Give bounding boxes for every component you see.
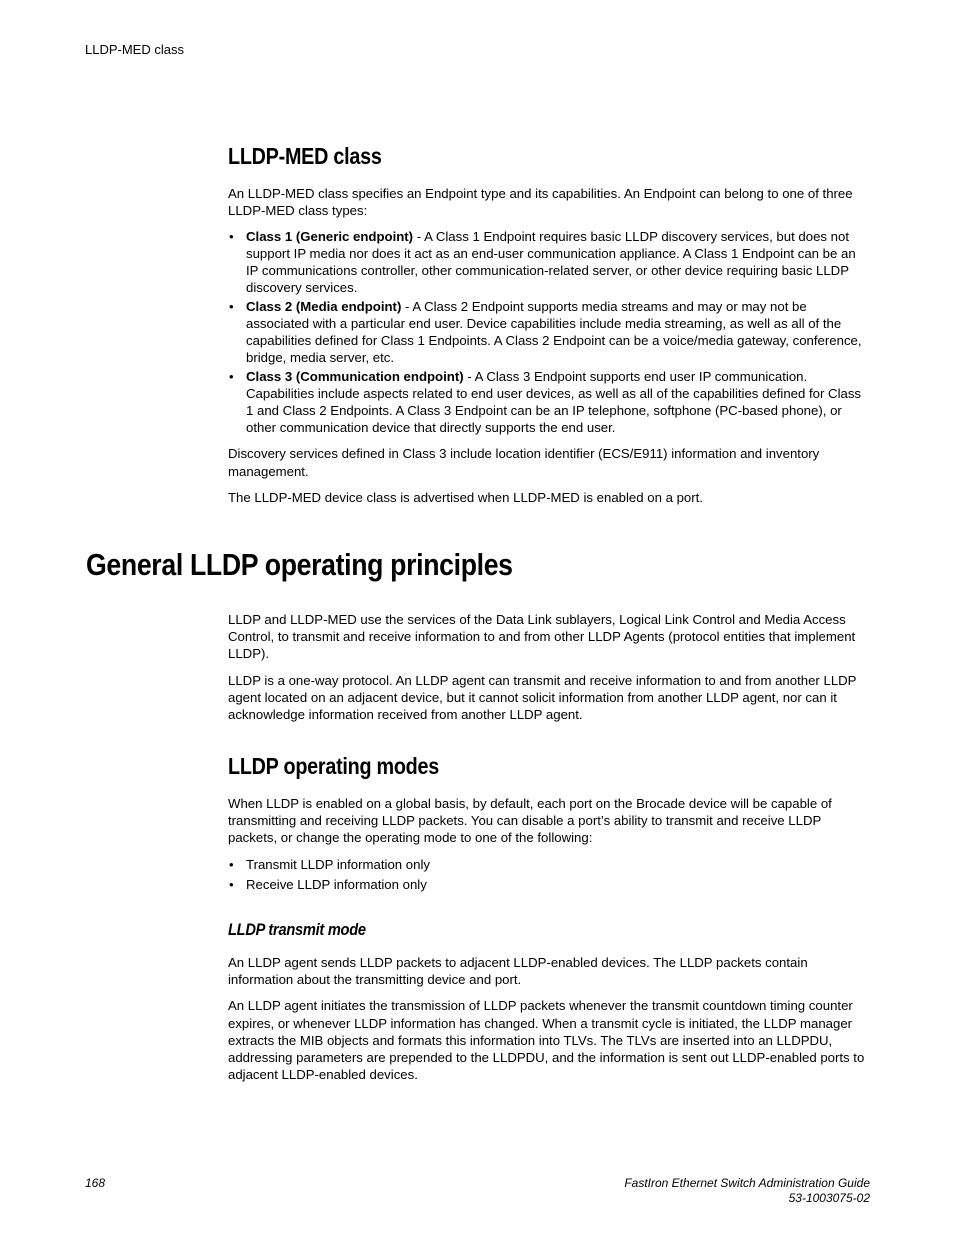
mode-list [228,856,870,893]
section-heading-lldp-med-class: LLDP-MED class [228,143,382,169]
footer-doc-info [624,1176,870,1206]
list-item: • Transmit LLDP information only [229,856,430,872]
section-body-lldp-med-class [228,185,870,506]
list-item: • Receive LLDP information only [229,876,427,892]
paragraph: LLDP and LLDP-MED use the services of the Data Link sublayers, Logical Link Control and Media Access Control, to transmit and receive information to and from other LLDP Agents (protocol entities that implement LLDP). [228,612,856,662]
paragraph: LLDP is a one-way protocol. An LLDP agent can transmit and receive information to and from another LLDP agent located on an adjacent device, but it cannot solicit information from another LLDP agent, nor can it acknowledge information received from another LLDP agent. [228,672,857,723]
doc-title: FastIron Ethernet Switch Administration Guide [624,1176,870,1190]
list-item: • Class 1 (Generic endpoint) - A Class 1 Endpoint requires basic LLDP discovery services, but does not support IP media nor does it act as an end-user communication appliance. A Class 1 Endpoint can be an IP communications controller, other communication-related server, or other device requiring basic LLDP discovery services. [229,229,856,296]
paragraph: Discovery services defined in Class 3 include location identifier (ECS/E911) information and inventory management. [228,446,820,479]
running-header: LLDP-MED class [85,42,184,57]
list-item: • Class 3 (Communication endpoint) - A Class 3 Endpoint supports end user IP communication. Capabilities include aspects related to end user devices, as well as all of the capabilities defined for Class 1 and Class 2 Endpoints. A Class 3 Endpoint can be an IP telephone, softphone (PC-based phone), or other communication device that directly supports the end user. [229,369,862,436]
subsection-heading-lldp-transmit-mode: LLDP transmit mode [228,920,366,939]
section-body-lldp-transmit-mode [228,954,870,1083]
doc-number: 53-1003075-02 [788,1191,870,1205]
section-body-general-lldp [228,611,870,723]
list-item: • Class 2 (Media endpoint) - A Class 2 Endpoint supports media streams and may or may not be associated with a particular end user. Device capabilities include media streaming, as well as all of the capabilities defined for Class 1 Endpoints. A Class 2 Endpoint can be a voice/media gateway, conference, bridge, media server, etc. [229,299,862,366]
paragraph: An LLDP-MED class specifies an Endpoint type and its capabilities. An Endpoint can belong to one of three LLDP-MED class types: [228,186,853,219]
section-heading-lldp-operating-modes: LLDP operating modes [228,753,439,779]
paragraph: When LLDP is enabled on a global basis, by default, each port on the Brocade device will be capable of transmitting and receiving LLDP packets. You can disable a port’s ability to transmit and receive LLDP packets, or change the operating mode to one of the following: [228,796,832,846]
section-body-lldp-operating-modes [228,795,870,893]
page-number: 168 [85,1176,106,1190]
paragraph: The LLDP-MED device class is advertised when LLDP-MED is enabled on a port. [228,489,703,505]
chapter-heading-general-lldp: General LLDP operating principles [86,547,513,582]
class-list [228,228,870,436]
paragraph: An LLDP agent sends LLDP packets to adjacent LLDP-enabled devices. The LLDP packets contain information about the transmitting device and port. [228,955,808,988]
paragraph: An LLDP agent initiates the transmission of LLDP packets whenever the transmit countdown timing counter expires, or whenever LLDP information has changed. When a transmit cycle is initiated, the LLDP manager extracts the MIB objects and formats this information into TLVs. The TLVs are inserted into an LLDPDU, addressing parameters are prepended to the LLDPDU, and the information is sent out LLDP-enabled ports to adjacent LLDP-enabled devices. [228,998,865,1083]
